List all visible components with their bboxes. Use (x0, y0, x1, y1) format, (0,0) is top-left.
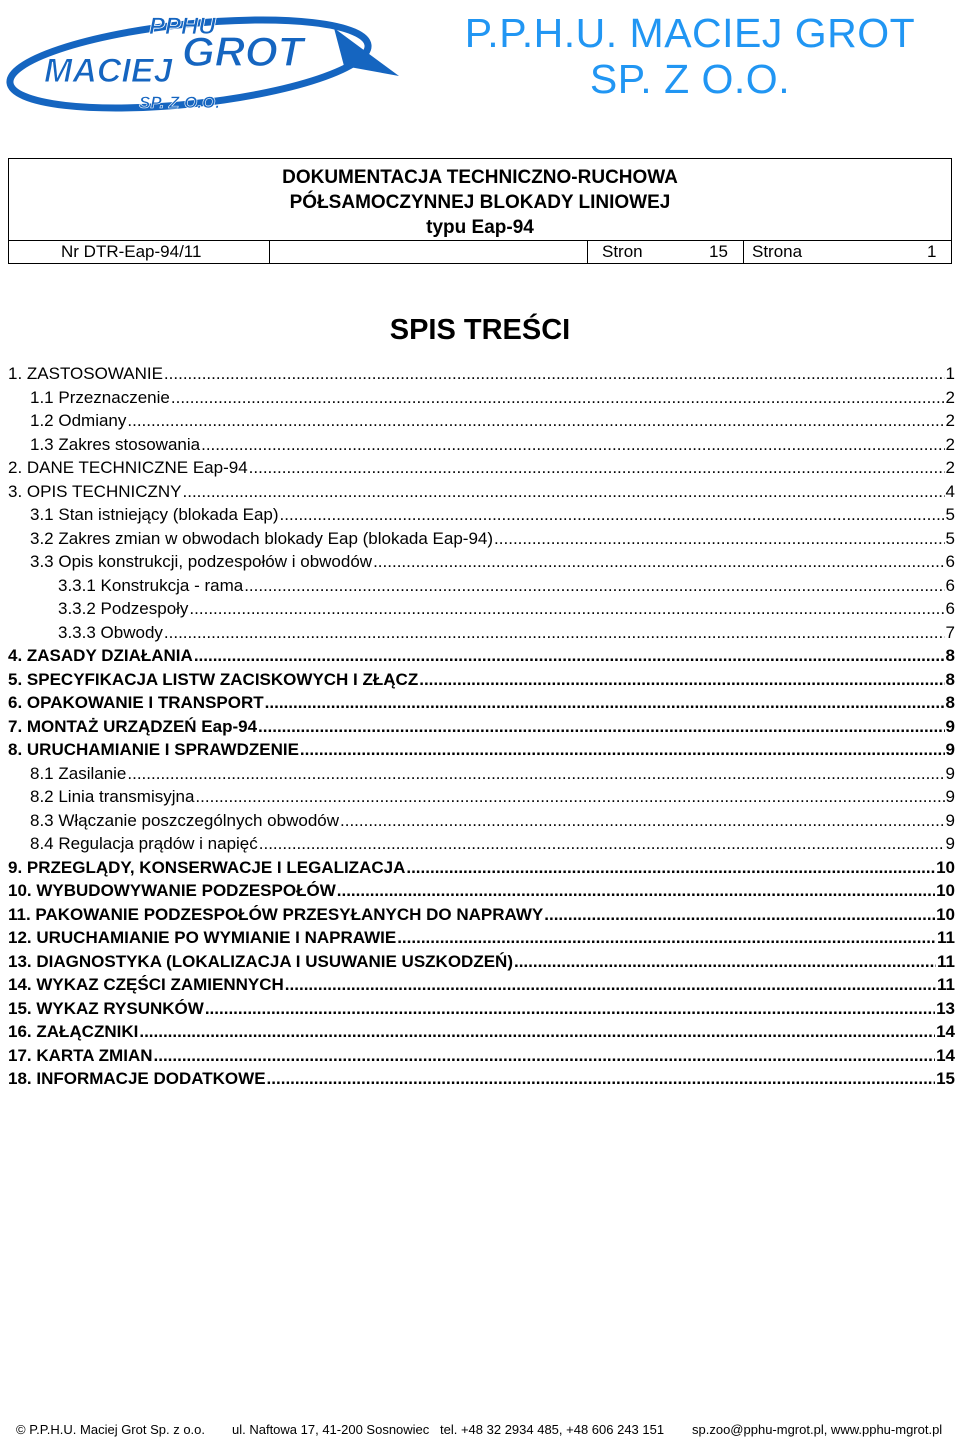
toc-entry-label: 3.3 Opis konstrukcji, podzespołów i obwodów (30, 552, 373, 571)
toc-entry[interactable] (8, 740, 955, 764)
toc-leader-dots (397, 928, 936, 948)
toc-entry[interactable] (8, 552, 955, 576)
toc-entry[interactable] (8, 458, 955, 482)
toc-entry-label: 6. OPAKOWANIE I TRANSPORT (8, 693, 264, 712)
toc-leader-dots (205, 999, 935, 1019)
company-name-line2: SP. Z O.O. (589, 56, 791, 102)
toc-entry-label: 1.2 Odmiany (30, 411, 127, 430)
toc-entry-page: 6 (945, 575, 955, 595)
footer-address: ul. Naftowa 17, 41-200 Sosnowiec (232, 1422, 430, 1437)
toc-entry-label: 17. KARTA ZMIAN (8, 1045, 153, 1065)
toc-entry-label: 15. WYKAZ RYSUNKÓW (8, 998, 204, 1018)
toc-entry[interactable] (8, 435, 955, 459)
toc-entry-label: 18. INFORMACJE DODATKOWE (8, 1069, 266, 1088)
toc-leader-dots (544, 905, 935, 925)
toc-leader-dots (373, 552, 944, 572)
toc-leader-dots (258, 717, 944, 737)
toc-leader-dots (249, 458, 945, 478)
toc-entry-page: 10 (936, 857, 955, 877)
page-label: Strona (752, 242, 803, 261)
toc-entry-label: 8.4 Regulacja prądów i napięć (30, 834, 258, 853)
logo-text-grot: GROT (182, 28, 304, 75)
toc-entry[interactable] (8, 975, 955, 999)
toc-entry[interactable] (8, 1069, 955, 1093)
divider (587, 241, 588, 263)
toc-entry-label: 8.3 Włączanie poszczególnych obwodów (30, 810, 340, 830)
toc-leader-dots (194, 646, 945, 666)
toc-entry-label: 3.3.3 Obwody (58, 622, 163, 642)
toc-leader-dots (154, 1046, 936, 1066)
toc-entry[interactable] (8, 787, 955, 811)
toc-leader-dots (337, 881, 935, 901)
toc-entry-page: 6 (945, 599, 955, 618)
toc-entry-page: 9 (945, 716, 955, 736)
logo-text-pphu: PPHU (149, 13, 216, 40)
toc-leader-dots (406, 858, 935, 878)
toc-entry-page: 2 (945, 458, 955, 477)
toc-entry[interactable] (8, 764, 955, 788)
toc-entry-page: 8 (945, 646, 955, 665)
toc-leader-dots (164, 623, 945, 643)
toc-leader-dots (127, 764, 944, 784)
toc-entry-label: 8.2 Linia transmisyjna (30, 787, 195, 806)
toc-leader-dots (171, 388, 945, 408)
toc-entry-label: 12. URUCHAMIANIE PO WYMIANIE I NAPRAWIE (8, 928, 397, 947)
company-name (430, 10, 950, 102)
footer-company: © P.P.H.U. Maciej Grot Sp. z o.o. (16, 1422, 206, 1437)
toc-entry[interactable] (8, 1022, 955, 1046)
table-of-contents (8, 364, 955, 1093)
toc-entry-page: 5 (945, 505, 955, 524)
toc-entry[interactable] (8, 811, 955, 835)
toc-entry-page: 9 (945, 740, 955, 759)
toc-entry-label: 4. ZASADY DZIAŁANIA (8, 646, 193, 665)
toc-leader-dots (259, 834, 945, 854)
toc-entry-label: 5. SPECYFIKACJA LISTW ZACISKOWYCH I ZŁĄCZ (8, 669, 419, 689)
document-meta-row (9, 240, 951, 263)
divider (743, 241, 744, 263)
toc-leader-dots (127, 411, 944, 431)
company-logo (4, 4, 404, 116)
toc-leader-dots (514, 952, 936, 972)
toc-entry[interactable] (8, 952, 955, 976)
toc-entry-page: 11 (937, 951, 955, 971)
toc-entry[interactable] (8, 482, 955, 506)
toc-entry-page: 7 (945, 622, 955, 642)
toc-entry-page: 1 (945, 364, 955, 383)
toc-entry-page: 9 (945, 787, 955, 806)
toc-leader-dots (340, 811, 945, 831)
toc-entry-label: 8.1 Zasilanie (30, 763, 127, 783)
document-title-line1: DOKUMENTACJA TECHNICZNO-RUCHOWA (282, 167, 678, 188)
toc-entry-label: 3.2 Zakres zmian w obwodach blokady Eap (blokada Eap-94) (30, 528, 494, 548)
pages-value: 15 (709, 242, 728, 261)
toc-leader-dots (265, 693, 945, 713)
toc-entry[interactable] (8, 646, 955, 670)
toc-entry-label: 11. PAKOWANIE PODZESPOŁÓW PRZESYŁANYCH DO NAPRAWY (8, 904, 544, 924)
toc-entry-label: 1.1 Przeznaczenie (30, 387, 170, 407)
document-header-box (8, 158, 952, 264)
toc-leader-dots (195, 787, 944, 807)
toc-leader-dots (183, 482, 945, 502)
toc-entry[interactable] (8, 717, 955, 741)
toc-entry[interactable] (8, 623, 955, 647)
toc-leader-dots (164, 364, 945, 384)
document-title (9, 165, 951, 240)
toc-entry[interactable] (8, 858, 955, 882)
toc-entry-page: 9 (945, 834, 955, 853)
footer-phone: tel. +48 32 2934 485, +48 606 243 151 (440, 1422, 665, 1437)
toc-entry-page: 6 (945, 552, 955, 571)
toc-entry-page: 10 (936, 904, 955, 924)
toc-leader-dots (419, 670, 944, 690)
toc-entry-page: 8 (945, 693, 955, 712)
toc-leader-dots (300, 740, 945, 760)
toc-entry-label: 13. DIAGNOSTYKA (LOKALIZACJA I USUWANIE USZKODZEŃ) (8, 951, 513, 971)
toc-entry[interactable] (8, 928, 955, 952)
toc-entry[interactable] (8, 364, 955, 388)
toc-entry-label: 7. MONTAŻ URZĄDZEŃ Eap-94 (8, 716, 258, 736)
toc-entry[interactable] (8, 599, 955, 623)
toc-entry-page: 8 (945, 669, 955, 689)
toc-entry-label: 3.3.1 Konstrukcja - rama (58, 575, 244, 595)
toc-entry[interactable] (8, 999, 955, 1023)
toc-entry-label: 16. ZAŁĄCZNIKI (8, 1022, 139, 1041)
toc-entry[interactable] (8, 834, 955, 858)
toc-entry[interactable] (8, 576, 955, 600)
toc-entry-page: 4 (945, 481, 955, 501)
toc-entry-label: 8. URUCHAMIANIE I SPRAWDZENIE (8, 740, 299, 759)
toc-entry[interactable] (8, 881, 955, 905)
logo-text-spzoo: SP. Z O.O. (139, 93, 220, 112)
toc-leader-dots (494, 529, 944, 549)
toc-entry[interactable] (8, 1046, 955, 1070)
toc-entry[interactable] (8, 905, 955, 929)
toc-entry[interactable] (8, 505, 955, 529)
toc-leader-dots (189, 599, 944, 619)
toc-entry-label: 3.1 Stan istniejący (blokada Eap) (30, 505, 279, 524)
document-title-line3: typu Eap-94 (426, 217, 534, 238)
toc-leader-dots (285, 975, 936, 995)
document-number: Nr DTR-Eap-94/11 (61, 242, 202, 261)
toc-leader-dots (267, 1069, 936, 1089)
toc-entry-label: 10. WYBUDOWYWANIE PODZESPOŁÓW (8, 881, 336, 900)
toc-entry[interactable] (8, 529, 955, 553)
toc-entry-page: 15 (936, 1069, 955, 1088)
toc-entry-page: 10 (936, 881, 955, 900)
toc-leader-dots (244, 576, 944, 596)
toc-entry-page: 11 (937, 928, 955, 947)
toc-title: SPIS TREŚCI (389, 314, 571, 346)
toc-entry[interactable] (8, 693, 955, 717)
document-title-line2: PÓŁSAMOCZYNNEJ BLOKADY LINIOWEJ (289, 192, 671, 213)
toc-entry-label: 9. PRZEGLĄDY, KONSERWACJE I LEGALIZACJA (8, 857, 406, 877)
toc-entry-page: 14 (936, 1022, 955, 1041)
toc-entry-page: 2 (945, 411, 955, 430)
footer-contact: sp.zoo@pphu-mgrot.pl, www.pphu-mgrot.pl (692, 1422, 943, 1437)
logo-graphic (4, 4, 404, 116)
toc-entry-label: 1. ZASTOSOWANIE (8, 364, 163, 383)
toc-entry-label: 3. OPIS TECHNICZNY (8, 481, 182, 501)
toc-leader-dots (201, 435, 944, 455)
toc-entry-page: 9 (945, 810, 955, 830)
toc-entry[interactable] (8, 670, 955, 694)
toc-entry-label: 14. WYKAZ CZĘŚCI ZAMIENNYCH (8, 975, 284, 994)
toc-entry-page: 5 (945, 528, 955, 548)
logo-text-maciej: MACIEJ (44, 52, 173, 90)
page-value: 1 (927, 242, 937, 261)
toc-entry-label: 2. DANE TECHNICZNE Eap-94 (8, 458, 248, 477)
toc-entry-label: 3.3.2 Podzespoły (58, 599, 189, 618)
pages-label: Stron (602, 242, 643, 261)
toc-entry-page: 14 (936, 1045, 955, 1065)
toc-leader-dots (280, 505, 945, 525)
page-footer (0, 1420, 960, 1440)
toc-entry-page: 9 (945, 763, 955, 783)
toc-entry-page: 11 (937, 975, 955, 994)
toc-entry[interactable] (8, 411, 955, 435)
toc-entry[interactable] (8, 388, 955, 412)
divider (269, 241, 270, 263)
toc-entry-page: 13 (936, 998, 955, 1018)
toc-entry-label: 1.3 Zakres stosowania (30, 434, 201, 454)
toc-entry-page: 2 (945, 387, 955, 407)
company-name-line1: P.P.H.U. MACIEJ GROT (464, 10, 916, 56)
toc-leader-dots (139, 1022, 935, 1042)
toc-entry-page: 2 (945, 434, 955, 454)
